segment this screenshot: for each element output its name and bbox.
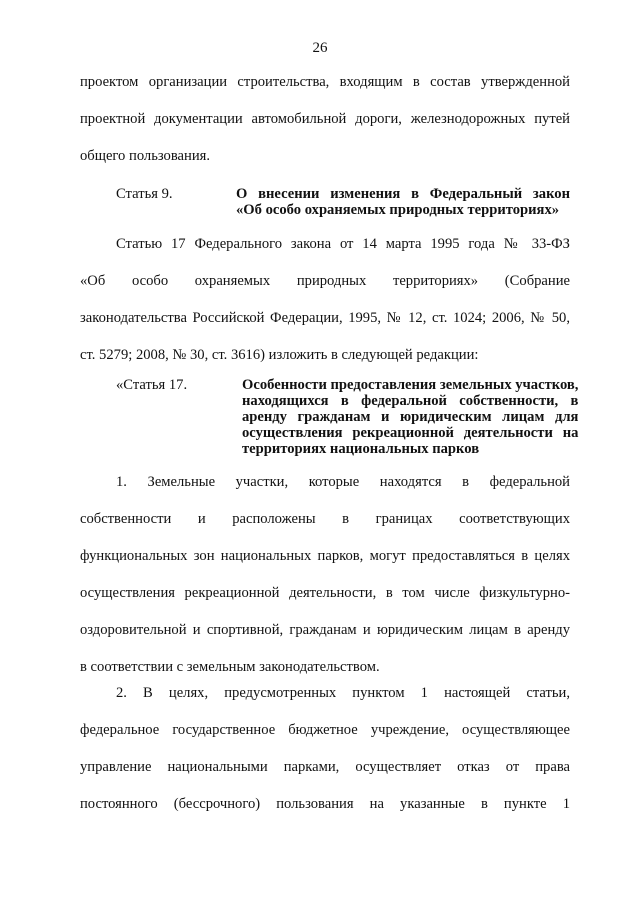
- title-line: территориях национальных парков: [242, 441, 480, 457]
- title-line: находящихся в федеральной собственности, в: [242, 393, 579, 409]
- paragraph-2: [80, 675, 570, 823]
- text-line: управление национальными парками, осуществляет отказ от права: [80, 759, 570, 775]
- paragraph-intro: [80, 64, 570, 175]
- text-line: Статью 17 Федерального закона от 14 марта 1995 года № 33-ФЗ: [116, 236, 570, 252]
- text-line: постоянного (бессрочного) пользования на указанные в пункте 1: [80, 796, 570, 812]
- page-number: 26: [312, 40, 328, 56]
- text-line: функциональных зон национальных парков, могут предоставляться в целях: [80, 548, 570, 564]
- article-17-label: «Статья 17.: [116, 377, 188, 393]
- title-line: О внесении изменения в Федеральный закон: [236, 186, 570, 202]
- text-line: проектом организации строительства, входящим в состав утвержденной: [80, 74, 570, 90]
- text-line: общего пользования.: [80, 148, 210, 164]
- paragraph-1: [80, 464, 570, 686]
- article-17-heading: [80, 377, 579, 457]
- text-line: в соответствии с земельным законодательством.: [80, 659, 380, 675]
- text-line: оздоровительной и спортивной, гражданам и юридическим лицам в аренду: [80, 622, 570, 638]
- text-line: осуществления рекреационной деятельности, в том числе физкультурно-: [80, 585, 570, 601]
- text-line: законодательства Российской Федерации, 1995, № 12, ст. 1024; 2006, № 50,: [80, 310, 570, 326]
- text-line: 2. В целях, предусмотренных пунктом 1 настоящей статьи,: [116, 685, 570, 701]
- article-17-title: [242, 377, 578, 457]
- title-line: осуществления рекреационной деятельности на: [242, 425, 579, 441]
- text-line: ст. 5279; 2008, № 30, ст. 3616) изложить в следующей редакции:: [80, 347, 479, 363]
- title-line: «Об особо охраняемых природных территориях»: [236, 202, 560, 218]
- text-line: проектной документации автомобильной дороги, железнодорожных путей: [80, 111, 570, 127]
- article-9-title: [236, 186, 570, 218]
- text-line: федеральное государственное бюджетное учреждение, осуществляющее: [80, 722, 570, 738]
- article-9-heading: [80, 186, 570, 218]
- paragraph-article-9: [80, 226, 570, 374]
- article-9-label: Статья 9.: [116, 186, 173, 202]
- title-line: Особенности предоставления земельных участков,: [242, 377, 579, 393]
- text-line: «Об особо охраняемых природных территориях» (Собрание: [80, 273, 570, 289]
- text-line: собственности и расположены в границах соответствующих: [80, 511, 570, 527]
- text-line: 1. Земельные участки, которые находятся в федеральной: [116, 474, 570, 490]
- title-line: аренду гражданам и юридическим лицам для: [242, 409, 579, 425]
